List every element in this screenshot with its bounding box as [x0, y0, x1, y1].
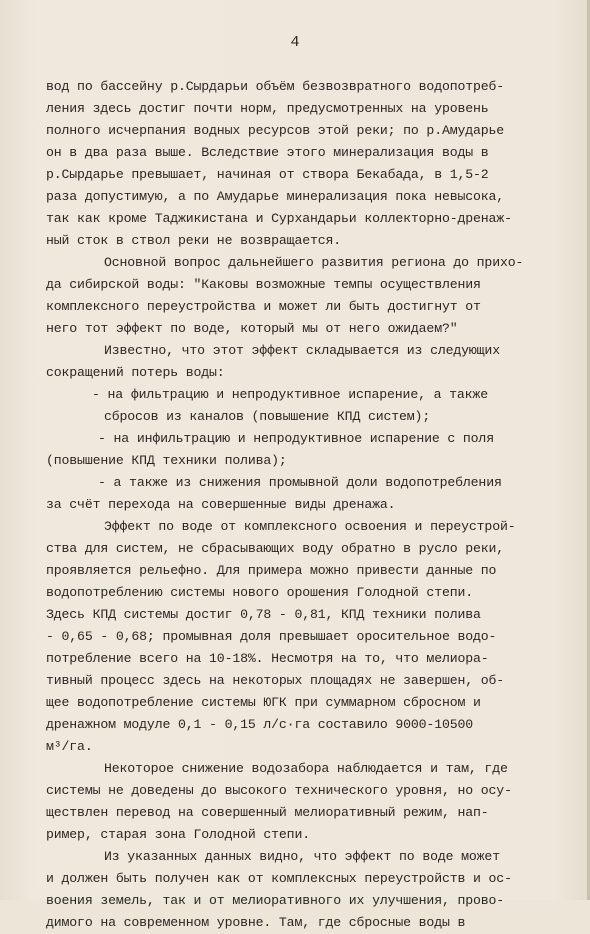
text-line: системы не доведены до высокого технического уровня, но осу- [46, 783, 512, 798]
text-line: ример, старая зона Голодной степи. [46, 827, 310, 842]
text-line: проявляется рельефно. Для примера можно привести данные по [46, 563, 497, 578]
text-line: дренажном модуле 0,1 - 0,15 л/с·га составило 9000-10500 [46, 717, 474, 732]
text-line: вод по бассейну р.Сырдарьи объём безвозвратного водопотреб- [46, 79, 505, 94]
text-line: Здесь КПД системы достиг 0,78 - 0,81, КПД техники полива [46, 607, 481, 622]
text-line: Эффект по воде от комплексного освоения и переустрой- [104, 519, 516, 534]
text-line: - на фильтрацию и непродуктивное испарение, а также [92, 387, 488, 402]
text-line: и должен быть получен как от комплексных переустройств и ос- [46, 871, 512, 886]
text-line: р.Сырдарье превышает, начиная от створа Бекабада, в 1,5-2 [46, 167, 489, 182]
text-line: водопотреблению системы нового орошения Голодной степи. [46, 585, 474, 600]
text-line: ществлен перевод на совершенный мелиоративный режим, нап- [46, 805, 489, 820]
text-line: м³/га. [46, 739, 93, 754]
text-line: тивный процесс здесь на некоторых площадях не завершен, об- [46, 673, 505, 688]
text-line: ства для систем, не сбрасывающих воду обратно в русло реки, [46, 541, 505, 556]
text-line: ный сток в ствол реки не возвращается. [46, 233, 342, 248]
text-line: полного исчерпания водных ресурсов этой реки; по р.Амударье [46, 123, 505, 138]
text-line: он в два раза выше. Вследствие этого минерализация воды в [46, 145, 489, 160]
text-line: ления здесь достиг почти норм, предусмотренных на уровень [46, 101, 489, 116]
text-line: сокращений потерь воды: [46, 365, 225, 380]
text-line: - на инфильтрацию и непродуктивное испарение с поля [98, 431, 494, 446]
page-body-text [46, 76, 578, 934]
text-line: (повышение КПД техники полива); [46, 453, 287, 468]
text-line: Некоторое снижение водозабора наблюдается и там, где [104, 761, 508, 776]
text-line: воения земель, так и от мелиоративного их улучшения, прово- [46, 893, 505, 908]
text-line: Основной вопрос дальнейшего развития региона до прихо- [104, 255, 524, 270]
text-line: - а также из снижения промывной доли водопотребления [98, 475, 502, 490]
text-line: за счёт перехода на совершенные виды дренажа. [46, 497, 396, 512]
text-line: щее водопотребление системы ЮГК при суммарном сбросном и [46, 695, 481, 710]
text-line: раза допустимую, а по Амударье минерализация пока невысока, [46, 189, 505, 204]
text-line: сбросов из каналов (повышение КПД систем); [104, 409, 431, 424]
page-number: 4 [290, 34, 300, 51]
text-line: - 0,65 - 0,68; промывная доля превышает оросительное водо- [46, 629, 497, 644]
text-line: Известно, что этот эффект складывается из следующих [104, 343, 500, 358]
text-line: него тот эффект по воде, который мы от него ожидаем?" [46, 321, 458, 336]
text-line: потребление всего на 10-18%. Несмотря на то, что мелиора- [46, 651, 489, 666]
text-line: комплексного переустройства и может ли быть достигнут от [46, 299, 481, 314]
text-line: димого на современном уровне. Там, где сбросные воды в [46, 915, 466, 930]
text-line: так как кроме Таджикистана и Сурхандарьи коллекторно-дренаж- [46, 211, 512, 226]
text-line: Из указанных данных видно, что эффект по воде может [104, 849, 500, 864]
text-line: да сибирской воды: "Каковы возможные темпы осуществления [46, 277, 481, 292]
